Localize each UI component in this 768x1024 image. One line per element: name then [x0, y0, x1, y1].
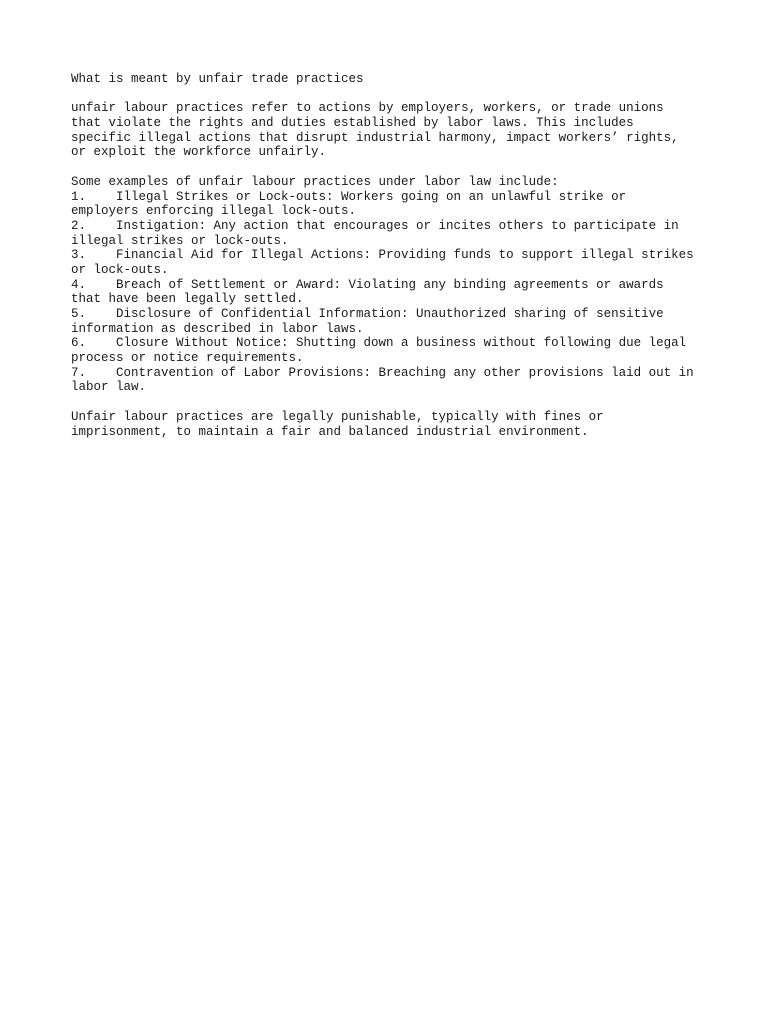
list-item-line: illegal strikes or lock-outs.	[71, 233, 289, 248]
examples-heading: Some examples of unfair labour practices under labor law include:	[71, 174, 559, 189]
intro-paragraph	[71, 101, 711, 160]
list-item-2	[71, 219, 711, 248]
list-item-line: or lock-outs.	[71, 262, 169, 277]
list-item-line: 6. Closure Without Notice: Shutting down a business without following due legal	[71, 336, 687, 351]
intro-line: specific illegal actions that disrupt industrial harmony, impact workers’ rights,	[71, 130, 679, 145]
list-item-3	[71, 248, 711, 277]
list-item-1	[71, 190, 711, 219]
intro-line: that violate the rights and duties established by labor laws. This includes	[71, 116, 634, 131]
intro-line: unfair labour practices refer to actions by employers, workers, or trade unions	[71, 101, 664, 116]
list-item-6	[71, 336, 711, 365]
paragraph-gap	[71, 87, 711, 102]
list-item-line: 5. Disclosure of Confidential Information: Unauthorized sharing of sensitive	[71, 307, 664, 321]
list-item-line: 4. Breach of Settlement or Award: Violating any binding agreements or awards	[71, 277, 664, 292]
intro-line: or exploit the workforce unfairly.	[71, 145, 327, 160]
paragraph-gap	[71, 160, 711, 175]
conclusion-line: Unfair labour practices are legally punishable, typically with fines or	[71, 409, 604, 424]
list-item-line: 3. Financial Aid for Illegal Actions: Providing funds to support illegal strikes	[71, 248, 694, 263]
list-item-7	[71, 366, 711, 395]
list-item-line: information as described in labor laws.	[71, 321, 364, 336]
document-title: What is meant by unfair trade practices	[71, 72, 364, 86]
list-item-line: labor law.	[71, 380, 147, 395]
list-item-5	[71, 307, 711, 336]
list-item-line: process or notice requirements.	[71, 351, 304, 366]
list-item-line: employers enforcing illegal lock-outs.	[71, 204, 357, 219]
list-item-4	[71, 278, 711, 307]
examples-list	[71, 190, 711, 396]
document-page	[71, 72, 711, 439]
list-item-line: 1. Illegal Strikes or Lock-outs: Workers going on an unlawful strike or	[71, 189, 627, 204]
conclusion-paragraph	[71, 410, 711, 439]
conclusion-line: imprisonment, to maintain a fair and balanced industrial environment.	[71, 424, 589, 439]
list-item-line: 2. Instigation: Any action that encourages or incites others to participate in	[71, 218, 679, 233]
list-item-line: that have been legally settled.	[71, 292, 304, 307]
paragraph-gap	[71, 395, 711, 410]
list-item-line: 7. Contravention of Labor Provisions: Breaching any other provisions laid out in	[71, 365, 694, 380]
